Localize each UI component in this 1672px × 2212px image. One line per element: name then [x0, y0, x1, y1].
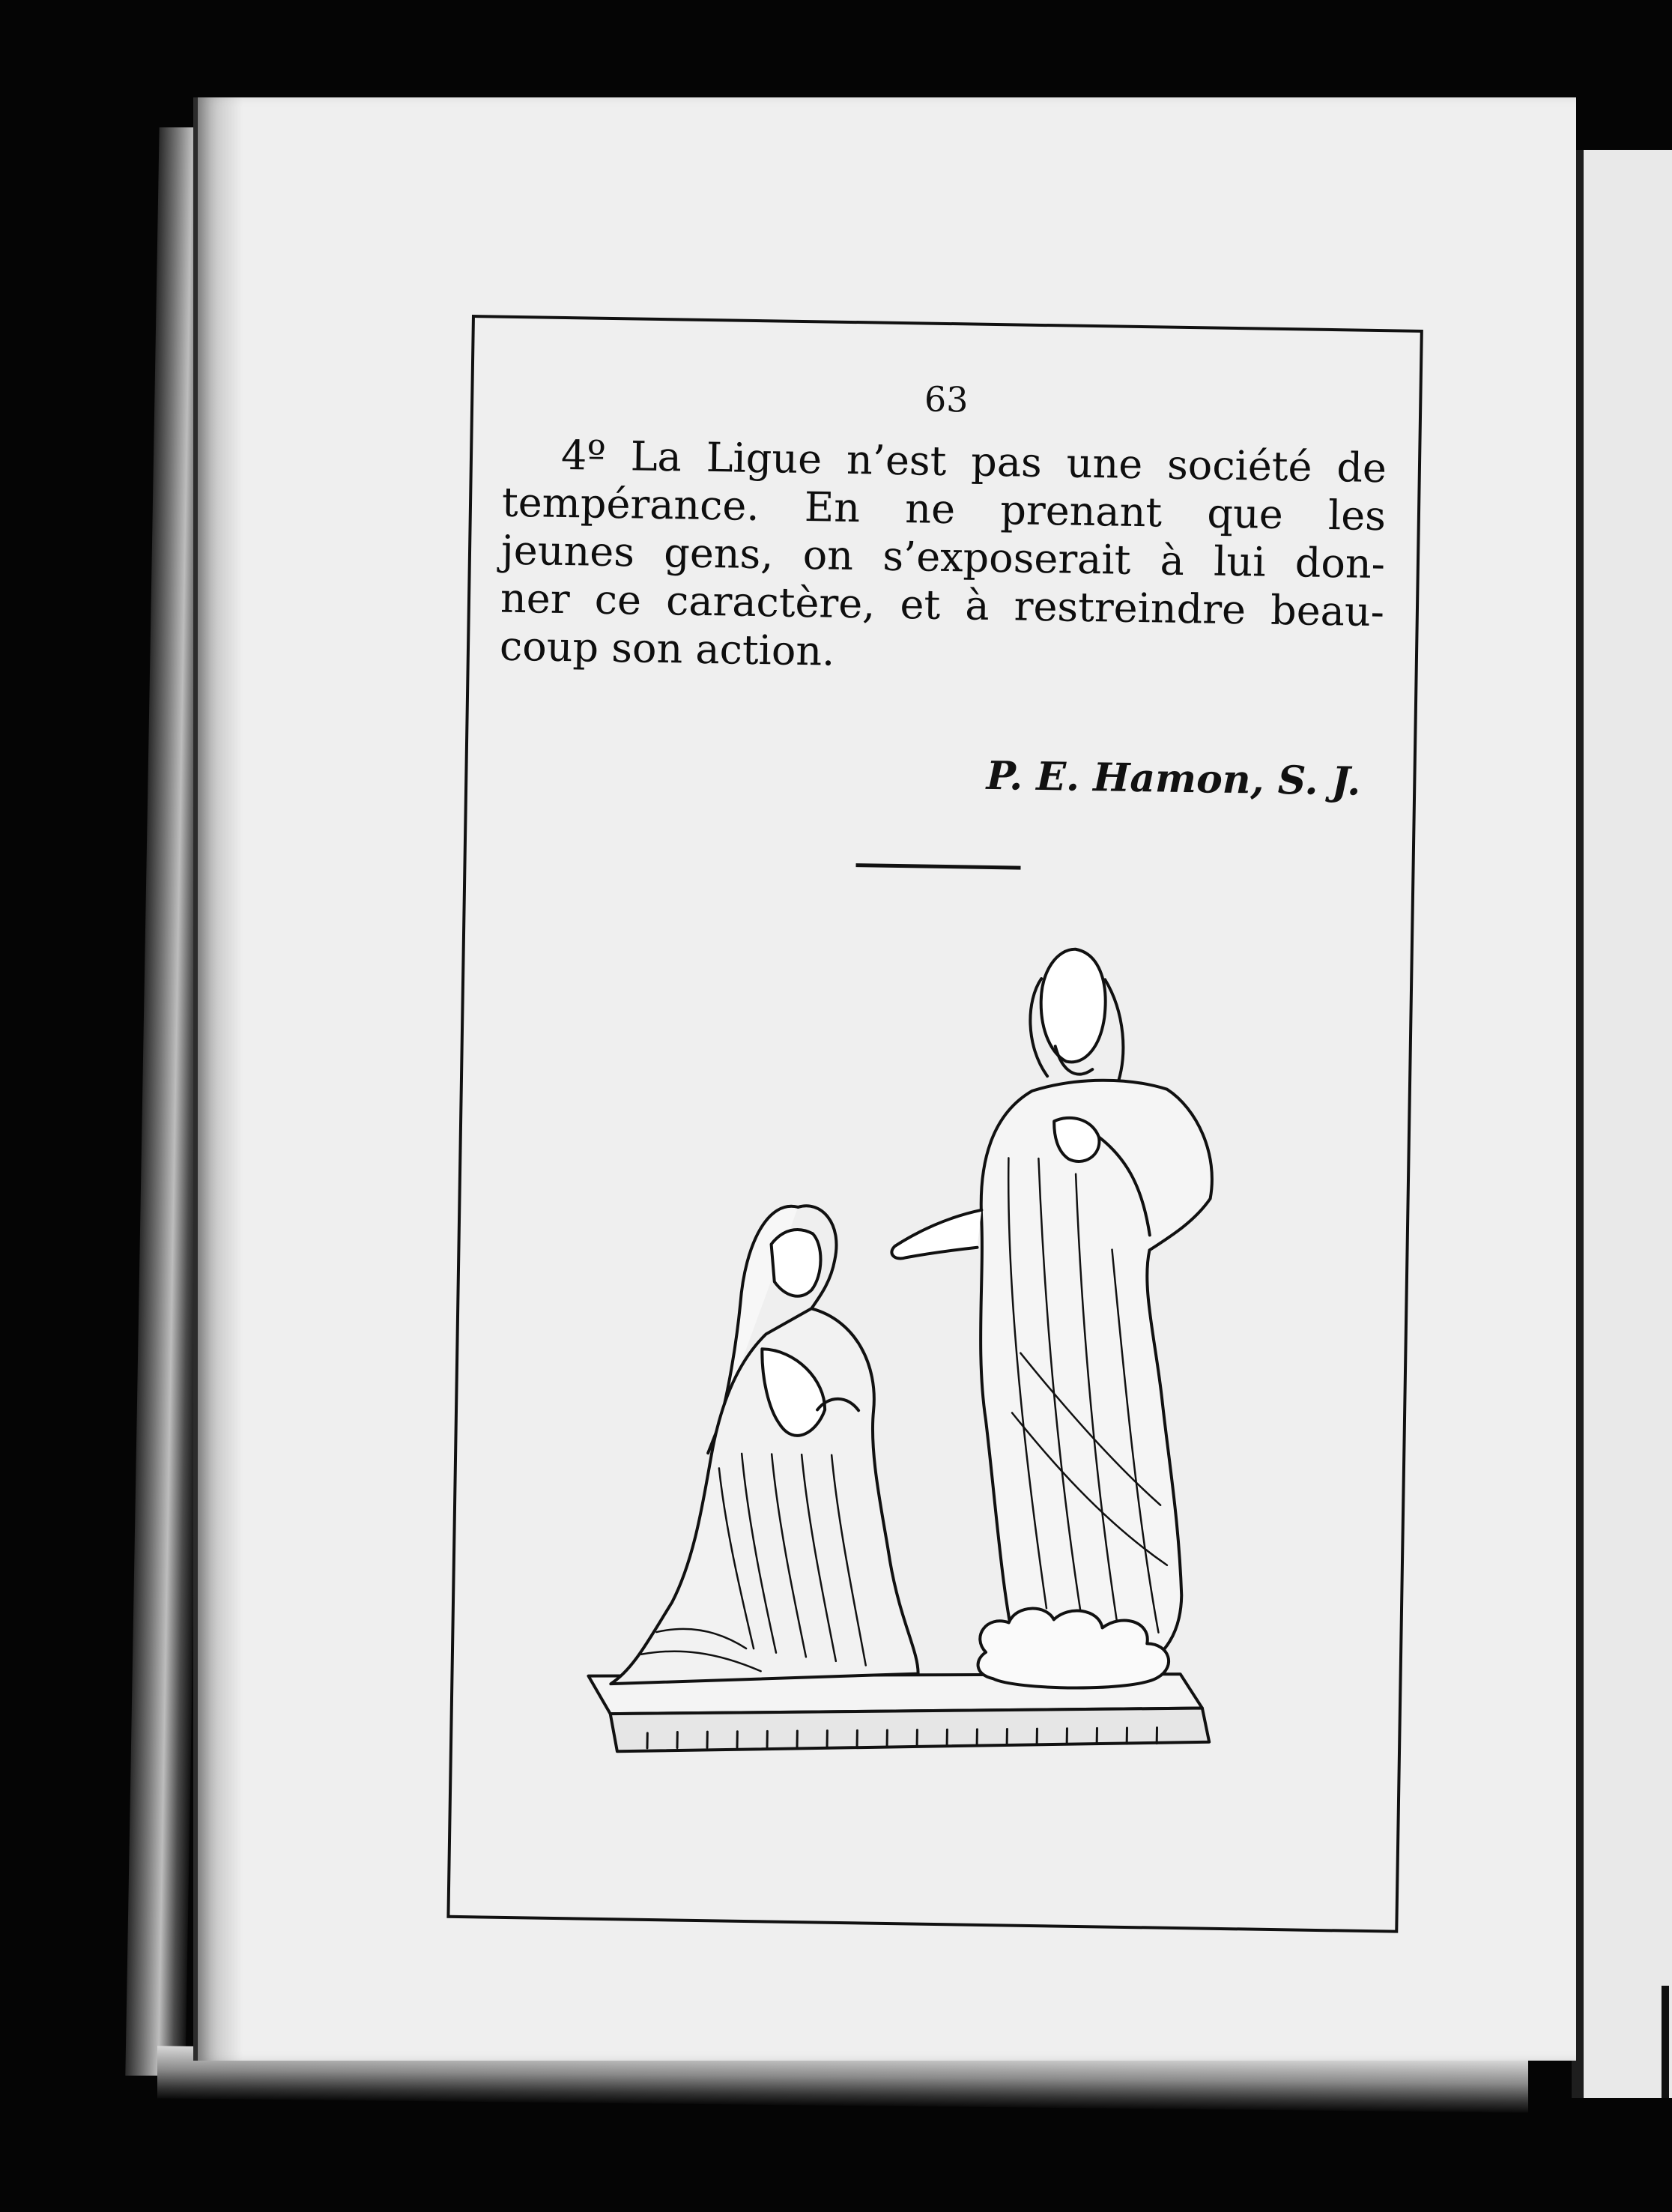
page-number: 63: [924, 378, 969, 420]
gutter-shadow: [198, 97, 243, 2061]
paragraph-line: coup son action.: [499, 622, 835, 675]
paragraph-line: 4º La Ligue n’est pas une société de: [560, 431, 1387, 492]
facing-page-mark: [1662, 1986, 1669, 2098]
paragraph-line: jeunes gens, on s’exposerait à lui don-: [500, 526, 1386, 588]
paragraph-line: tempérance. En ne prenant que les: [501, 478, 1387, 540]
sacred-heart-engraving: [564, 926, 1274, 1821]
separator-rule: [855, 863, 1020, 869]
text-frame: [446, 315, 1423, 1933]
paragraph-line: ner ce caractère, et à restreindre beau-: [500, 574, 1385, 636]
kneeling-figure: [611, 1203, 925, 1688]
paragraph: [500, 431, 1387, 684]
standing-figure: [885, 946, 1215, 1690]
author-signature: P. E. Hamon, S. J.: [986, 752, 1361, 805]
facing-page: [1572, 150, 1672, 2098]
